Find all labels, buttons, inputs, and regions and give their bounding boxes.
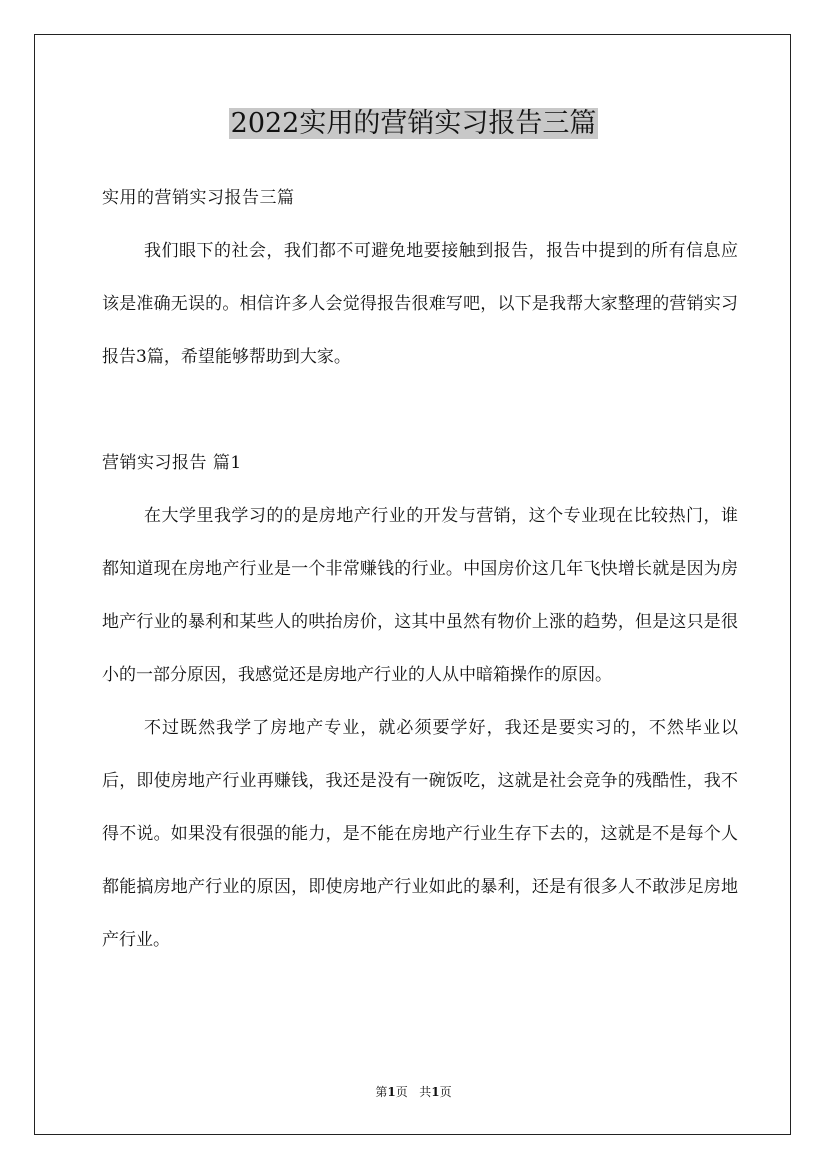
footer-page-prefix: 第 [375, 1085, 388, 1099]
intro-paragraph: 我们眼下的社会，我们都不可避免地要接触到报告，报告中提到的所有信息应该是准确无误的。相信许多人会觉得报告很难写吧，以下是我帮大家整理的营销实习报告3篇，希望能够帮助到大家。 [102, 241, 738, 367]
footer-page-suffix: 页 [439, 1085, 452, 1099]
body-paragraph-2: 不过既然我学了房地产专业，就必须要学好，我还是要实习的，不然毕业以后，即使房地产行业再赚钱，我还是没有一碗饭吃，这就是社会竞争的残酷性，我不得不说。如果没有很强的能力，是不能在房地产行业生存下去的，这就是不是每个人都能搞房地产行业的原因，即使房地产行业如此的暴利，还是有很多人不敢涉足房地产行业。 [102, 718, 738, 950]
footer-page-mid: 页 共 [395, 1085, 432, 1099]
document-title [0, 104, 827, 144]
document-title-text: 2022实用的营销实习报告三篇 [230, 108, 597, 139]
section-heading: 营销实习报告 篇1 [102, 453, 242, 473]
document-subtitle: 实用的营销实习报告三篇 [102, 188, 295, 208]
page-footer [0, 1084, 827, 1100]
document-body [102, 172, 738, 967]
footer-page-current: 1 [387, 1085, 396, 1099]
paragraph-spacer [102, 384, 738, 437]
footer-page-total: 1 [431, 1085, 440, 1099]
body-paragraph-1: 在大学里我学习的的是房地产行业的开发与营销，这个专业现在比较热门，谁都知道现在房地产行业是一个非常赚钱的行业。中国房价这几年飞快增长就是因为房地产行业的暴利和某些人的哄抬房价，这其中虽然有物价上涨的趋势，但是这只是很小的一部分原因，我感觉还是房地产行业的人从中暗箱操作的原因。 [102, 506, 738, 685]
